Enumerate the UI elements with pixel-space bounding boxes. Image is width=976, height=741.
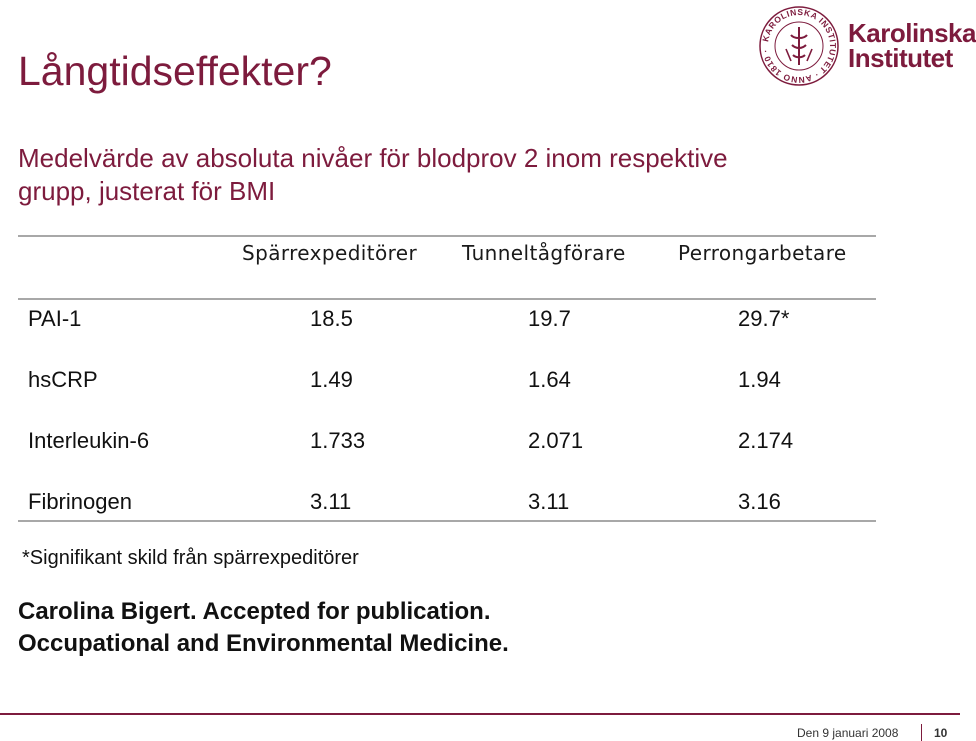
subtitle-line-2: grupp, justerat för BMI: [18, 176, 276, 206]
table-cell: 1.94: [738, 367, 781, 392]
footer-separator: [921, 724, 922, 741]
row-label-fibrinogen: Fibrinogen: [28, 489, 132, 514]
table-cell: 1.49: [310, 367, 353, 392]
slide-title: Långtidseffekter?: [18, 48, 332, 94]
table-cell: 3.11: [310, 489, 352, 514]
karolinska-logo: [758, 5, 976, 87]
table-cell: 19.7: [528, 306, 571, 331]
citation-line-1: Carolina Bigert. Accepted for publication.: [18, 598, 491, 625]
logo-wordmark: [848, 18, 976, 73]
table-header-rule: [18, 298, 876, 300]
table-cell: 2.071: [528, 428, 584, 453]
table-cell: 18.5: [310, 306, 353, 331]
page-number: 10: [934, 726, 948, 740]
citation: [18, 596, 509, 660]
citation-line-2: Occupational and Environmental Medicine.: [18, 630, 509, 657]
logo-word-line-1: Karolinska: [848, 18, 976, 48]
row-label-hscrp: hsCRP: [28, 367, 98, 392]
table-cell: 1.733: [310, 428, 366, 453]
table-top-rule: [18, 235, 876, 237]
table-footnote: *Signifikant skild från spärrexpeditörer: [22, 547, 359, 569]
slide-subtitle: [18, 142, 898, 208]
seal-icon: [758, 5, 840, 87]
row-label-interleukin6: Interleukin-6: [28, 428, 150, 453]
column-header-perrongarbetare: Perrongarbetare: [678, 241, 847, 265]
table-cell: 3.11: [528, 489, 570, 514]
svg-text:KAROLINSKA INSTITUTET · ANNO 1: KAROLINSKA INSTITUTET · ANNO 1810 ·: [760, 6, 839, 86]
table-cell: 1.64: [528, 367, 571, 392]
logo-word-line-2: Institutet: [848, 43, 953, 73]
table-bottom-rule: [18, 520, 876, 522]
table-cell: 29.7*: [738, 306, 790, 331]
table-cell: 3.16: [738, 489, 781, 514]
footer-rule: [0, 713, 960, 715]
row-label-pai1: PAI-1: [28, 306, 82, 331]
column-header-tunneltagforare: Tunneltågförare: [462, 241, 626, 265]
subtitle-line-1: Medelvärde av absoluta nivåer för blodprov 2 inom respektive: [18, 143, 728, 173]
table-cell: 2.174: [738, 428, 794, 453]
column-header-sparrexpeditorer: Spärrexpeditörer: [242, 241, 418, 265]
footer-date: Den 9 januari 2008: [797, 726, 899, 740]
